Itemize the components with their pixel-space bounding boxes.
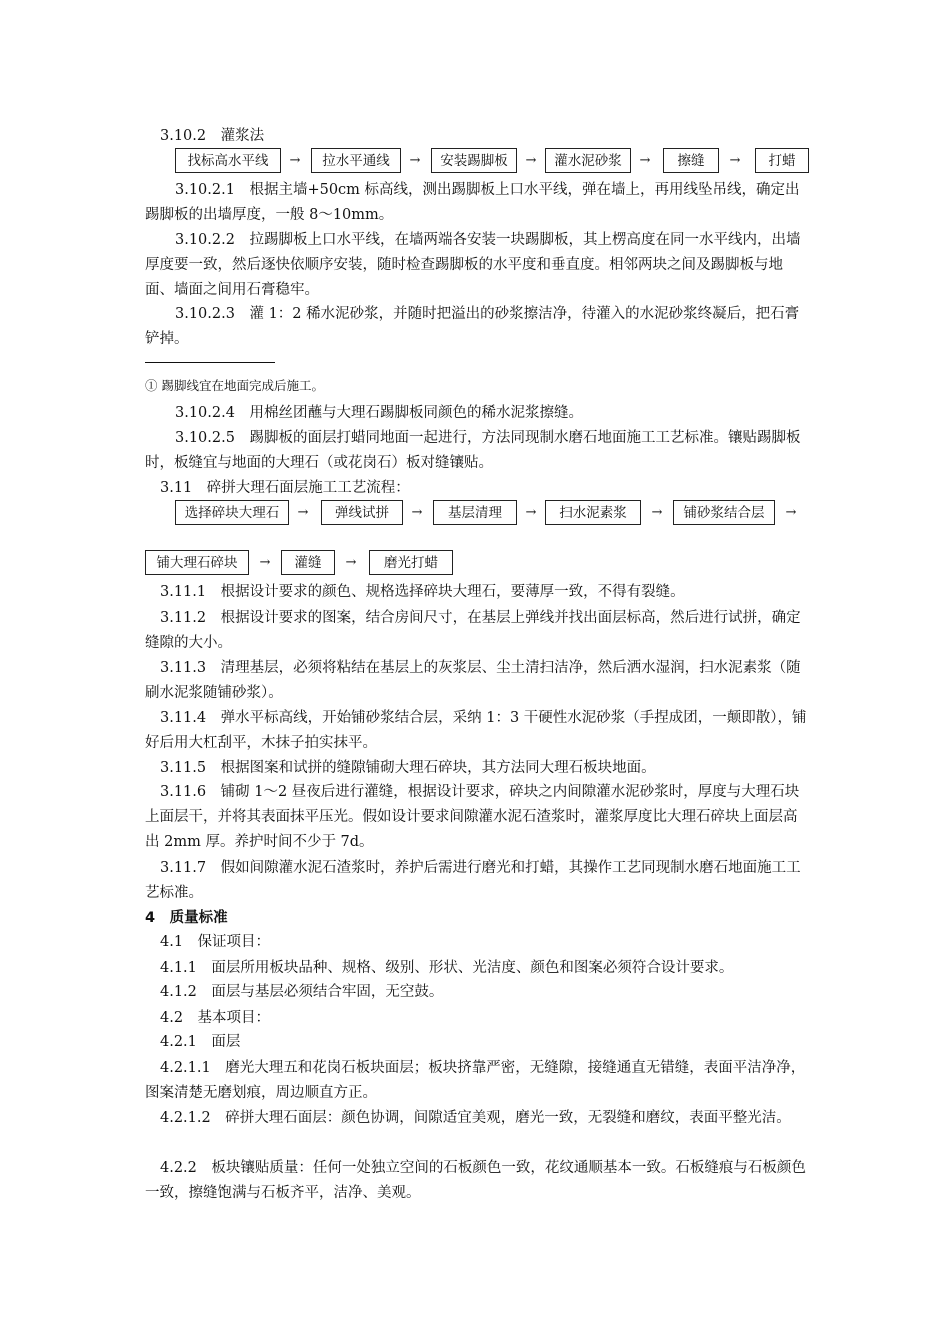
flow-step-7: 灌缝 (281, 550, 335, 575)
flow-step-6: 打蜡 (755, 148, 809, 173)
arrow-icon: → (651, 505, 663, 520)
para-3-10-2-1: 3.10.2.1 根据主墙+50cm 标高线，测出踢脚板上口水平线，弹在墙上，再用线坠吊线，确定出踢脚板的出墙厚度，一般 8～10mm。 (145, 182, 800, 223)
para-3-11-1: 3.11.1 根据设计要求的颜色、规格选择碎块大理石，要薄厚一致，不得有裂缝。 (160, 584, 685, 600)
arrow-icon: → (297, 505, 309, 520)
flow-step-2: 弹线试拼 (321, 500, 403, 525)
arrow-icon: → (259, 555, 271, 570)
para-4-2-1-2: 4.2.1.2 碎拼大理石面层：颜色协调，间隙适宜美观，磨光一致，无裂缝和磨纹，表面平整光洁。 (160, 1110, 791, 1126)
para-4-1-1: 4.1.1 面层所用板块品种、规格、级别、形状、光洁度、颜色和图案必须符合设计要求。 (160, 960, 734, 976)
para-4-1-2: 4.1.2 面层与基层必须结合牢固，无空鼓。 (160, 984, 444, 1000)
flow-step-3: 安装踢脚板 (431, 148, 517, 173)
flow-step-4: 灌水泥砂浆 (545, 148, 631, 173)
para-3-11-7: 3.11.7 假如间隙灌水泥石渣浆时，养护后需进行磨光和打蜡，其操作工艺同现制水磨石地面施工工艺标准。 (145, 860, 801, 901)
heading-3-11: 3.11 碎拼大理石面层施工工艺流程： (160, 480, 410, 496)
flow-step-1: 选择碎块大理石 (175, 500, 289, 525)
flow-step-6: 铺大理石碎块 (145, 550, 249, 575)
flow-step-8: 磨光打蜡 (369, 550, 453, 575)
arrow-icon: → (345, 555, 357, 570)
para-3-10-2-5: 3.10.2.5 踢脚板的面层打蜡同地面一起进行，方法同现制水磨石地面施工工艺标准。镶贴踢脚板时，板缝宜与地面的大理石（或花岗石）板对缝镶贴。 (145, 430, 801, 471)
heading-3-10-2: 3.10.2 灌浆法 (160, 128, 265, 144)
footnote-separator (145, 362, 275, 363)
arrow-icon: → (729, 153, 741, 168)
para-3-11-4: 3.11.4 弹水平标高线，开始铺砂浆结合层，采纳 1：3 干硬性水泥砂浆（手捏成团，一颠即散），铺好后用大杠刮平，木抹子拍实抹平。 (145, 710, 807, 751)
arrow-icon: → (289, 153, 301, 168)
para-3-10-2-3: 3.10.2.3 灌 1：2 稀水泥砂浆，并随时把溢出的砂浆擦洁净，待灌入的水泥砂浆终凝后，把石膏铲掉。 (145, 306, 800, 347)
heading-4-1: 4.1 保证项目： (160, 934, 271, 950)
flow-step-2: 拉水平通线 (311, 148, 401, 173)
flow-step-4: 扫水泥素浆 (545, 500, 641, 525)
flow-step-1: 找标高水平线 (175, 148, 281, 173)
heading-4-2: 4.2 基本项目： (160, 1010, 271, 1026)
section-4-heading: 4 质量标准 (145, 910, 228, 926)
para-4-2-2: 4.2.2 板块镶贴质量：任何一处独立空间的石板颜色一致，花纹通顺基本一致。石板缝痕与石板颜色一致，擦缝饱满与石板齐平，洁净、美观。 (145, 1160, 806, 1201)
footnote: ① 踢脚线宜在地面完成后施工。 (145, 378, 324, 393)
arrow-icon: → (409, 153, 421, 168)
arrow-icon: → (639, 153, 651, 168)
para-3-11-2: 3.11.2 根据设计要求的图案，结合房间尺寸，在基层上弹线并找出面层标高，然后进行试拼，确定缝隙的大小。 (145, 610, 801, 651)
flow-step-5: 铺砂浆结合层 (673, 500, 775, 525)
flow-step-3: 基层清理 (433, 500, 517, 525)
arrow-icon: → (785, 505, 797, 520)
para-3-11-6: 3.11.6 铺砌 1～2 昼夜后进行灌缝，根据设计要求，碎块之内间隙灌水泥砂浆时，厚度与大理石块上面层干，并将其表面抹平压光。假如设计要求间隙灌水泥石渣浆时，灌浆厚度比大理石碎块上面层高出 2mm 厚。养护时间不少于 7d。 (145, 784, 800, 850)
para-3-11-3: 3.11.3 清理基层，必须将粘结在基层上的灰浆层、尘土清扫洁净，然后洒水湿润，扫水泥素浆（随刷水泥浆随铺砂浆）。 (145, 660, 801, 701)
para-3-11-5: 3.11.5 根据图案和试拼的缝隙铺砌大理石碎块，其方法同大理石板块地面。 (160, 760, 656, 776)
arrow-icon: → (525, 153, 537, 168)
heading-4-2-1: 4.2.1 面层 (160, 1034, 241, 1050)
para-3-10-2-4: 3.10.2.4 用棉丝团蘸与大理石踢脚板同颜色的稀水泥浆擦缝。 (175, 405, 583, 421)
arrow-icon: → (411, 505, 423, 520)
flow-step-5: 擦缝 (663, 148, 719, 173)
para-3-10-2-2: 3.10.2.2 拉踢脚板上口水平线，在墙两端各安装一块踢脚板，其上楞高度在同一水平线内，出墙厚度要一致，然后逐快依顺序安装，随时检查踢脚板的水平度和垂直度。相邻两块之间及踢脚板与地面、墙面之间用石膏稳牢。 (145, 232, 801, 298)
arrow-icon: → (525, 505, 537, 520)
para-4-2-1-1: 4.2.1.1 磨光大理五和花岗石板块面层；板块挤靠严密，无缝隙，接缝通直无错缝，表面平洁净净，图案清楚无磨划痕，周边顺直方正。 (145, 1060, 806, 1101)
